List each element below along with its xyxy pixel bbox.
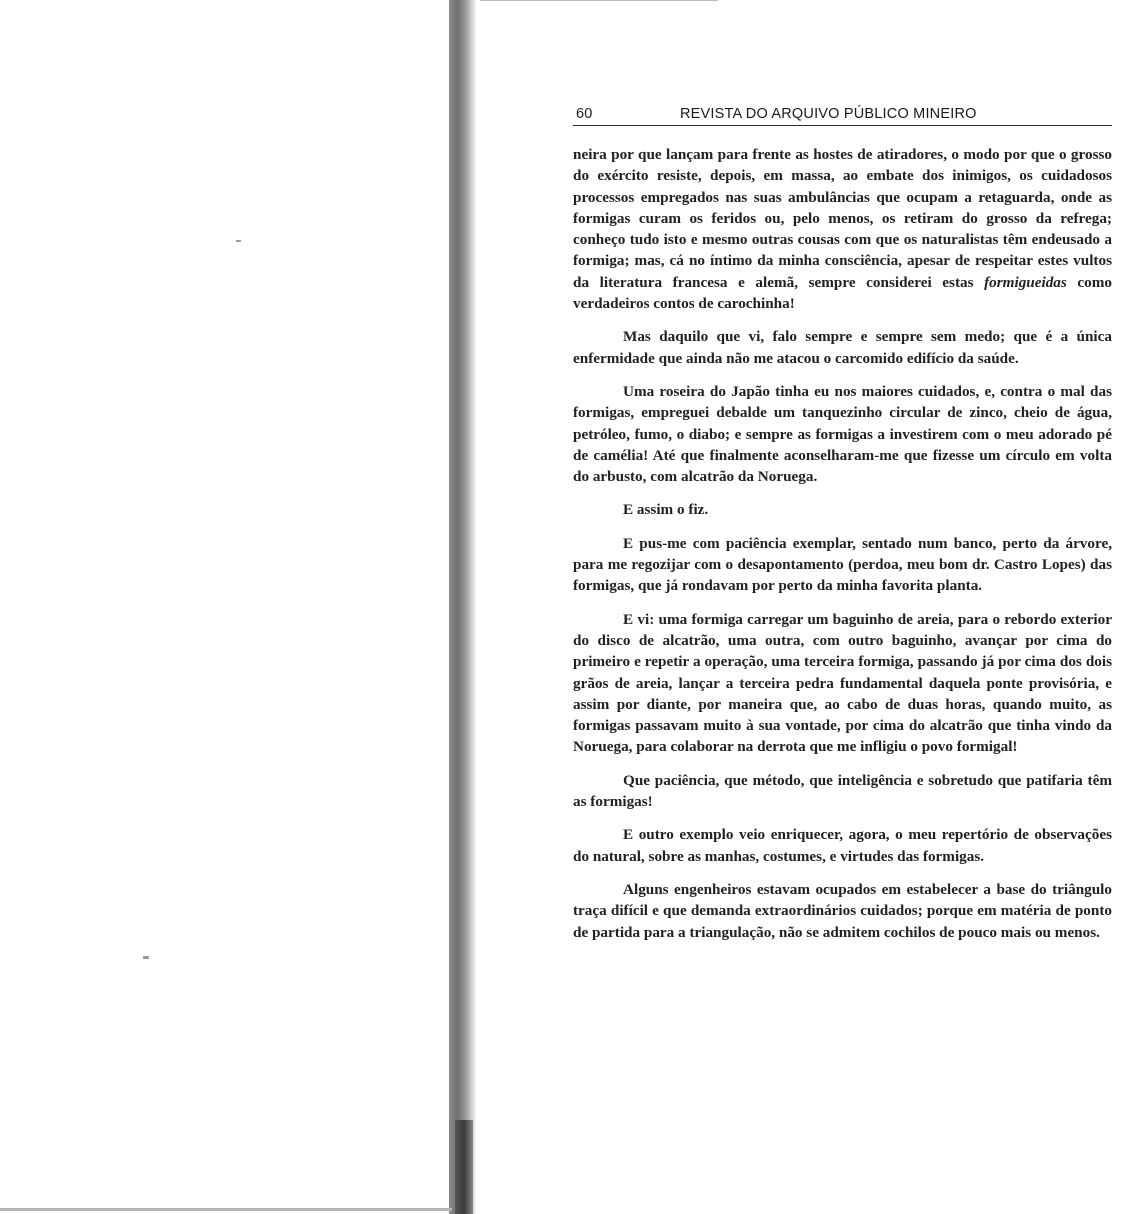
paragraph [573,144,1112,314]
bottom-edge-rule [0,1208,452,1211]
running-header [573,106,1112,126]
book-gutter-shadow [449,0,477,1214]
article-body [573,144,1112,943]
journal-title: REVISTA DO ARQUIVO PÚBLICO MINEIRO [680,106,977,122]
paragraph-text: neira por que lançam para frente as hostes de atiradores, o modo por que o grosso do exército resiste, depois, em massa, ao embate dos inimigos, os cuidadosos processos empregados nas suas ambulâncias que ocupam a retaguarda, onde as formigas curam os feridos ou, pelo menos, os retiram do grosso da refrega; conheço tudo isto e mesmo outras cousas com que os naturalistas têm endeusado a formiga; mas, cá no íntimo da minha consciência, apesar de respeitar estes vultos da literatura francesa e alemã, sempre considerei estas [573,146,1112,291]
document-page [573,106,1112,955]
scan-speck [236,240,241,242]
paragraph-text: como verdadeiros contos de carochinha! [573,273,1112,313]
paragraph: E pus-me com paciência exemplar, sentado num banco, perto da árvore, para me regozijar com o desapontamento (perdoa, meu bom dr. Castro Lopes) das formigas, que já rondavam por perto da minha favorita planta. [573,534,1112,595]
emphasized-word: formigueidas [984,273,1067,291]
page-number: 60 [576,106,593,122]
top-edge-rule [480,0,718,1]
paragraph: E vi: uma formiga carregar um baguinho de areia, para o rebordo exterior do disco de alcatrão, uma outra, com outro baguinho, avançar por cima do primeiro e repetir a operação, uma terceira formiga, passando já por cima dos dois grãos de areia, lançar a terceira pedra fundamental daquela ponte provisória, e assim por diante, por maneira que, ao cabo de duas horas, quando muito, as formigas passavam muito à sua vontade, por cima do alcatrão que tinha vindo da Noruega, para colaborar na derrota que me infligiu o povo formigal! [573,610,1112,756]
paragraph: Que paciência, que método, que inteligência e sobretudo que patifaria têm as formigas! [573,771,1112,811]
paragraph: E outro exemplo veio enriquecer, agora, o meu repertório de observações do natural, sobre as manhas, costumes, e virtudes das formigas. [573,826,1112,865]
paragraph: E assim o fiz. [623,501,709,519]
paragraph: Mas daquilo que vi, falo sempre e sempre sem medo; que é a única enfermidade que ainda não me atacou o carcomido edifício da saúde. [573,328,1112,367]
scan-speck [143,956,149,959]
paragraph: Uma roseira do Japão tinha eu nos maiores cuidados, e, contra o mal das formigas, empreguei debalde um tanquezinho circular de zinco, cheio de água, petróleo, fumo, o diabo; e sempre as formigas a investirem com o meu adorado pé de camélia! Até que finalmente aconselharam-me que fizesse um círculo em volta do arbusto, com alcatrão da Noruega. [573,382,1112,486]
paragraph: Alguns engenheiros estavam ocupados em estabelecer a base do triângulo traça difícil e que demanda extraordinários cuidados; porque em matéria de ponto de partida para a triangulação, não se admitem cochilos de pouco mais ou menos. [573,880,1112,941]
book-spine-shadow [455,1120,473,1214]
